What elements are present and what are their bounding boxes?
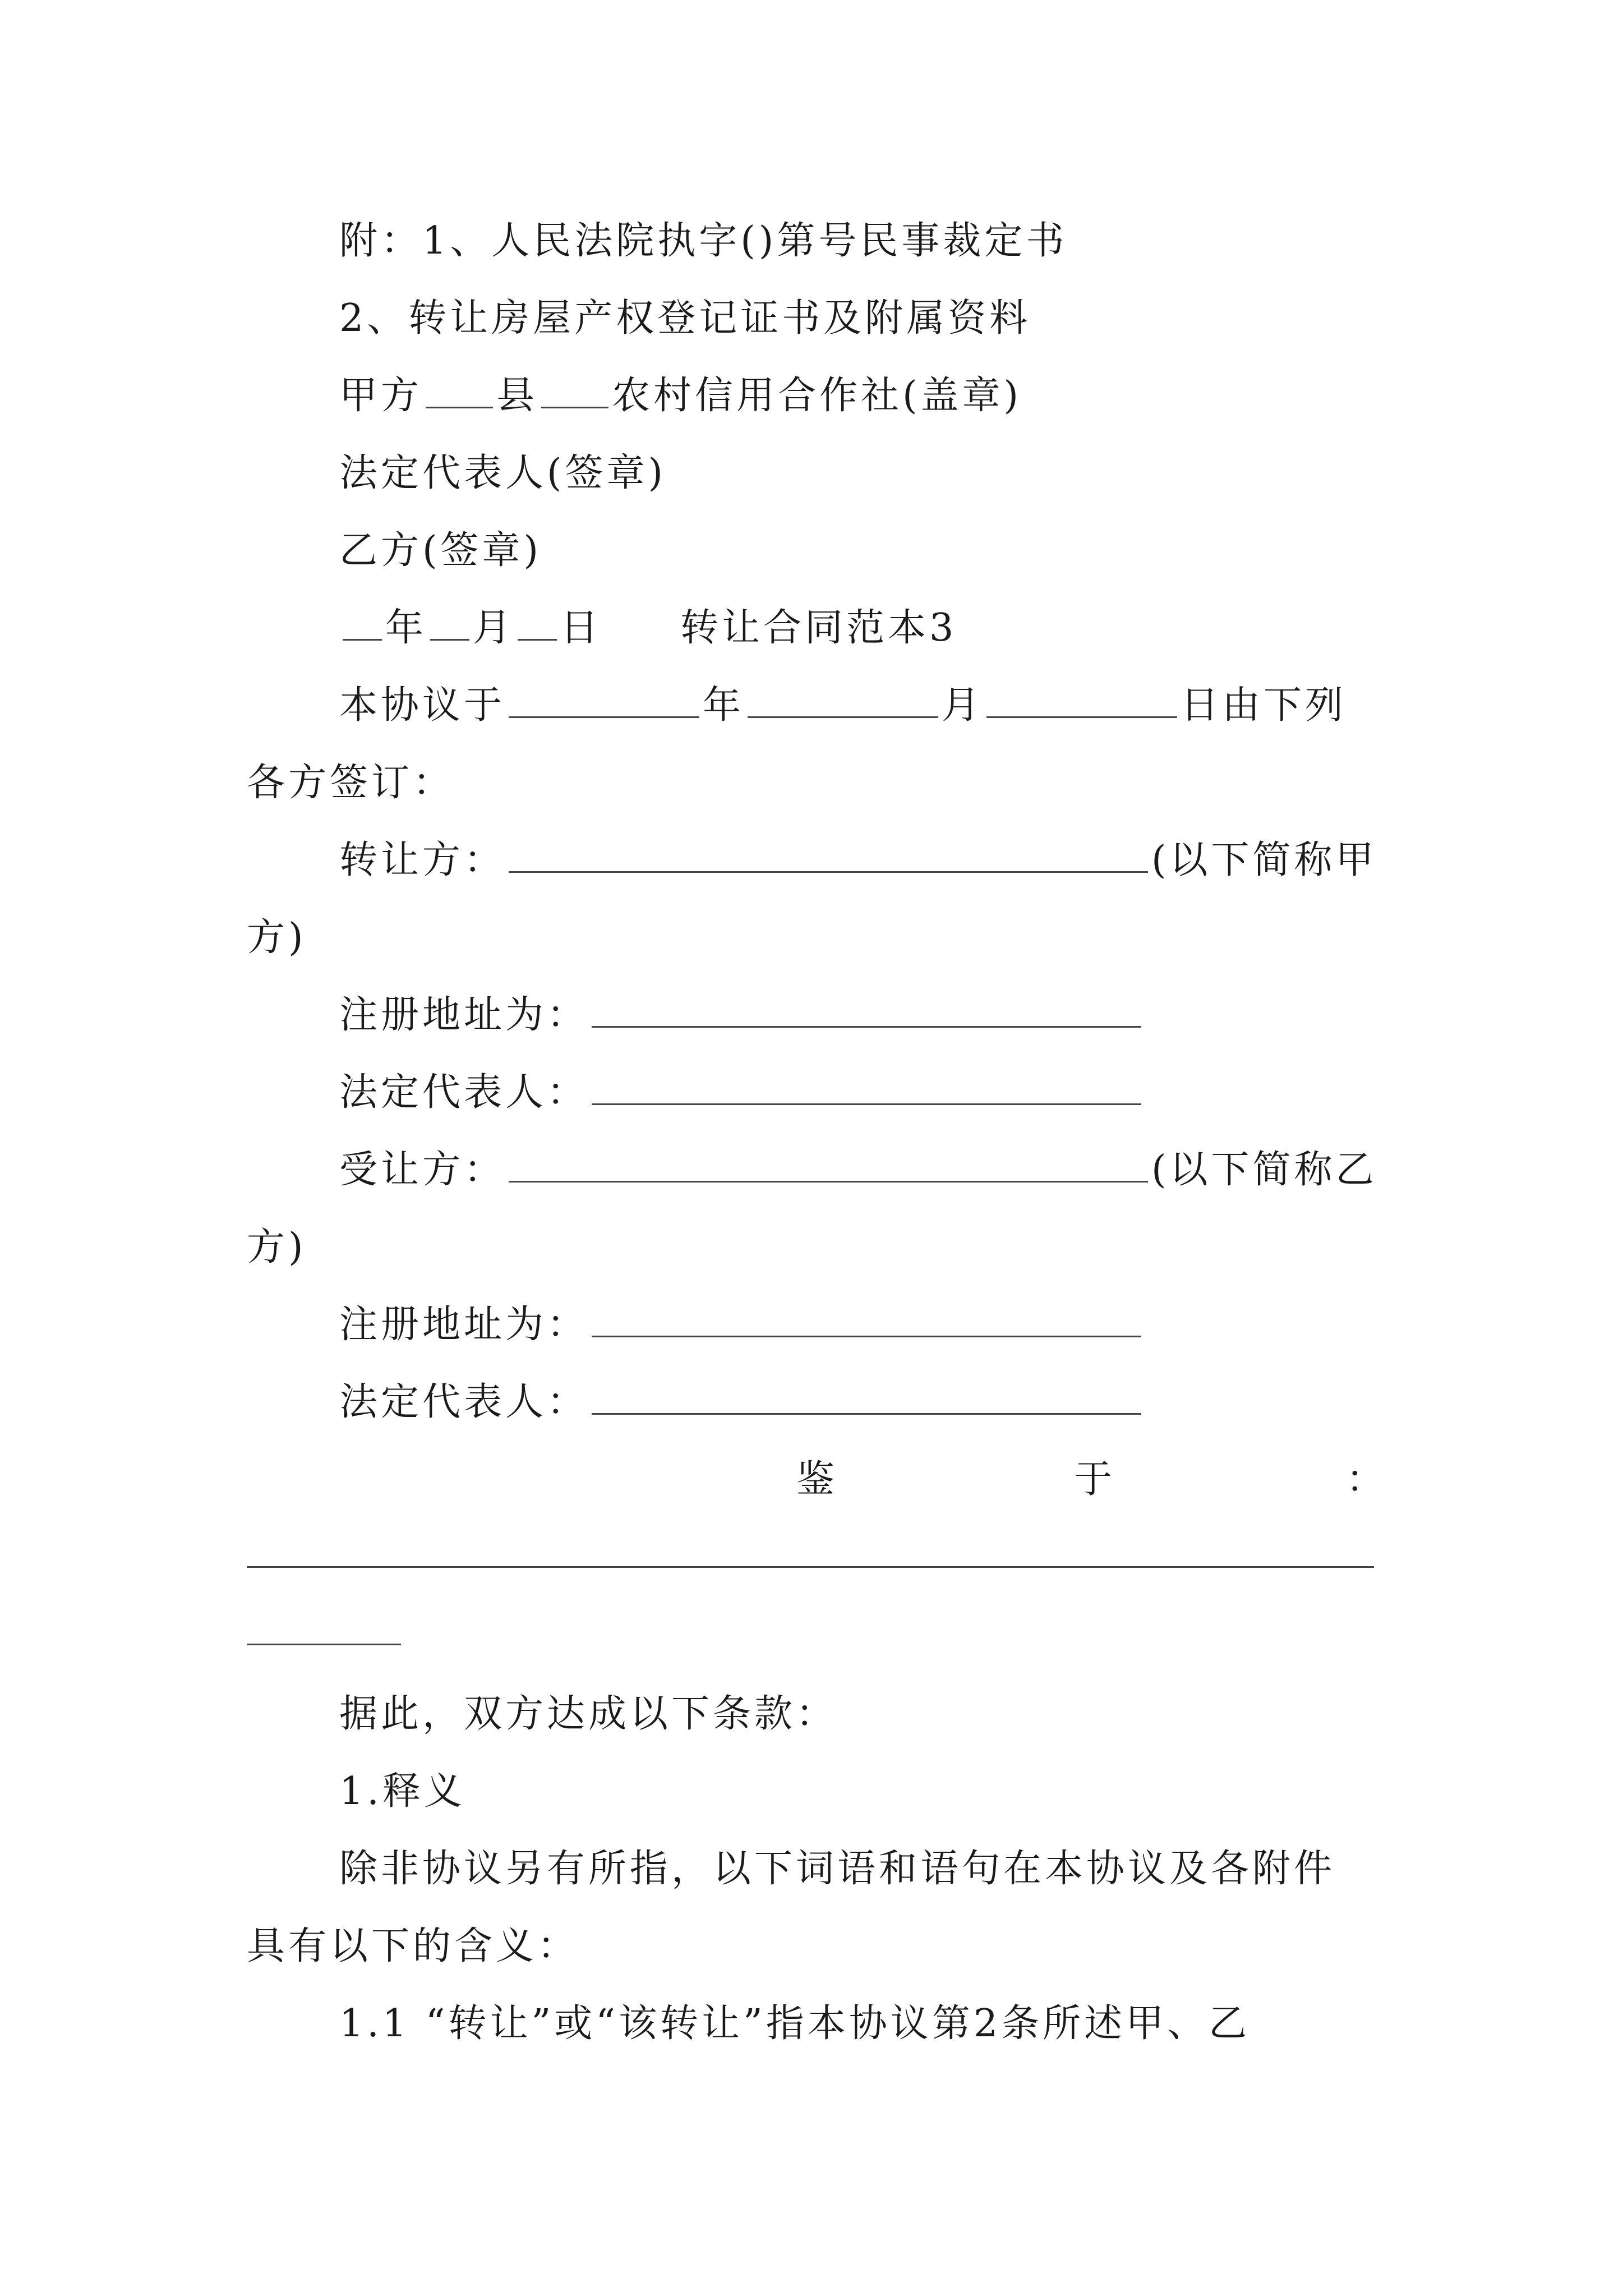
day-label: 日 [560, 606, 602, 650]
whereas-char-2: 于 [1074, 1457, 1113, 1502]
definitions-para-line-2 [247, 1913, 579, 1980]
party-a-label: 甲方 [339, 374, 423, 418]
party-b-sign-line [339, 517, 542, 585]
county-label: 县 [496, 374, 538, 418]
blank-transferor [509, 831, 1148, 873]
party-a-line [339, 362, 1022, 430]
transferee-address-label: 注册地址为： [339, 1303, 589, 1347]
legal-rep-sign-line [339, 440, 666, 507]
legal-rep-sign-text: 法定代表人(签章) [339, 451, 667, 495]
month-label: 月 [473, 606, 515, 650]
clause-1-1-text: 1.1 “转让”或“该转让”指本协议第2条所述甲、乙 [339, 2001, 1251, 2046]
clause-1-1-line [339, 1990, 1250, 2058]
attachment-text-2: 2、转让房屋产权登记证书及附属资料 [339, 296, 1031, 341]
signed-by-line [247, 749, 454, 817]
transferee-alias-end: 方) [247, 1225, 307, 1269]
definitions-para-text-1: 除非协议另有所指，以下词语和语句在本协议及各附件 [339, 1847, 1336, 1891]
blank-transferor-rep [592, 1063, 1141, 1105]
party-b-sign-text: 乙方(签章) [339, 528, 542, 573]
agreement-date-line [339, 672, 1347, 739]
transferor-label: 转让方： [339, 838, 506, 882]
agreement-month-label: 月 [942, 683, 984, 728]
transferor-rep-label: 法定代表人： [339, 1070, 589, 1115]
definitions-para-line-1 [339, 1835, 1335, 1903]
transferee-alias-cont [247, 1214, 307, 1281]
whereas-char-1: 鉴 [796, 1457, 835, 1502]
transferor-alias-end: 方) [247, 915, 307, 960]
transferor-rep-line [339, 1059, 1145, 1126]
transferee-address-line [339, 1291, 1145, 1359]
terms-intro-text: 据此，双方达成以下条款： [339, 1692, 838, 1736]
blank-agreement-day [986, 676, 1177, 718]
whereas-colon: ： [1346, 1457, 1385, 1502]
blank-transferee [509, 1140, 1148, 1182]
transferee-rep-line [339, 1369, 1145, 1436]
transferor-alias-cont [247, 904, 307, 972]
attachment-text-1: 附：1、人民法院执字()第号民事裁定书 [339, 219, 1068, 263]
blank-year [343, 599, 382, 641]
blank-cooperative [541, 366, 608, 408]
blank-transferee-rep [592, 1373, 1141, 1415]
section-title: 转让合同范本3 [680, 606, 957, 650]
transferee-alias: (以下简称乙 [1151, 1148, 1377, 1192]
transferor-alias: (以下简称甲 [1151, 838, 1377, 882]
blank-transferee-address [592, 1295, 1141, 1337]
attachment-line-2 [339, 285, 1031, 352]
cooperative-label: 农村信用合作社(盖章) [612, 374, 1022, 418]
blank-county [426, 366, 493, 408]
transferor-address-line [339, 982, 1145, 1049]
blank-month [430, 599, 469, 641]
transferor-line [339, 827, 1377, 894]
whereas-blank-line-2 [247, 1644, 401, 1645]
year-label: 年 [385, 606, 427, 650]
definitions-heading: 1.释义 [339, 1769, 465, 1814]
transferee-rep-label: 法定代表人： [339, 1380, 589, 1424]
blank-agreement-year [509, 676, 699, 718]
agreement-year-label: 年 [703, 683, 745, 728]
blank-agreement-month [748, 676, 938, 718]
agreement-intro: 本协议于 [339, 683, 506, 728]
transferor-address-label: 注册地址为： [339, 993, 589, 1037]
attachment-line-1 [339, 208, 1067, 275]
blank-transferor-address [592, 986, 1141, 1028]
terms-intro-line [339, 1681, 837, 1748]
definitions-para-text-2: 具有以下的含义： [247, 1924, 579, 1968]
agreement-day-label: 日由下列 [1181, 683, 1347, 728]
transferee-label: 受让方： [339, 1148, 506, 1192]
signed-by-text: 各方签订： [247, 761, 455, 805]
blank-day [518, 599, 557, 641]
date-title-line [339, 595, 957, 662]
transferee-line [339, 1137, 1377, 1204]
whereas-blank-line-1 [247, 1566, 1374, 1568]
definitions-heading-line [339, 1758, 465, 1825]
